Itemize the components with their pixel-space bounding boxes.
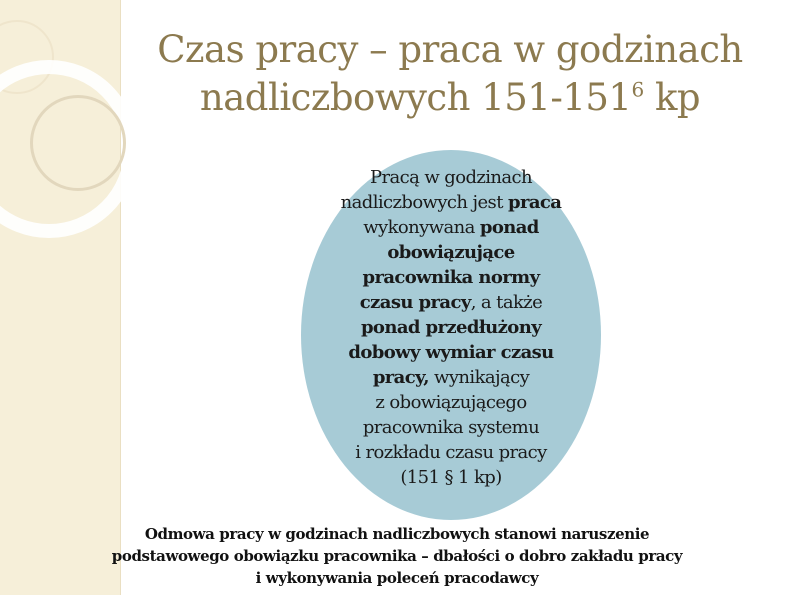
footer-note bbox=[60, 523, 734, 589]
definition-line: ponad przedłużony bbox=[360, 317, 542, 338]
decorative-side-strip bbox=[0, 0, 121, 595]
definition-text bbox=[291, 165, 611, 490]
definition-line: i rozkładu czasu pracy bbox=[355, 442, 547, 463]
title-line-1: Czas pracy – praca w godzinach bbox=[157, 28, 743, 71]
definition-line: obowiązujące bbox=[387, 242, 515, 263]
definition-line: wykonywana ponad bbox=[363, 217, 539, 238]
footer-line: i wykonywania poleceń pracodawcy bbox=[255, 569, 539, 587]
definition-line: czasu pracy, a także bbox=[359, 292, 543, 313]
definition-line: dobowy wymiar czasu bbox=[348, 342, 554, 363]
title-line-2-end: kp bbox=[643, 76, 701, 119]
definition-line: z obowiązującego bbox=[375, 392, 527, 413]
title-line-2 bbox=[130, 74, 770, 122]
title-line-2-text: nadliczbowych 151-151 bbox=[199, 76, 632, 119]
slide-title bbox=[130, 26, 770, 122]
definition-line: nadliczbowych jest praca bbox=[340, 192, 562, 213]
decorative-ring bbox=[30, 95, 126, 191]
footer-line: podstawowego obowiązku pracownika – dbałości o dobro zakładu pracy bbox=[111, 547, 683, 565]
definition-line: pracy, wynikający bbox=[372, 367, 530, 388]
footer-line: Odmowa pracy w godzinach nadliczbowych stanowi naruszenie bbox=[144, 525, 650, 543]
definition-line: pracownika normy bbox=[362, 267, 540, 288]
definition-citation: (151 § 1 kp) bbox=[400, 467, 502, 488]
definition-line: pracownika systemu bbox=[362, 417, 540, 438]
definition-line: Pracą w godzinach bbox=[369, 167, 533, 188]
title-superscript: 6 bbox=[631, 77, 644, 102]
